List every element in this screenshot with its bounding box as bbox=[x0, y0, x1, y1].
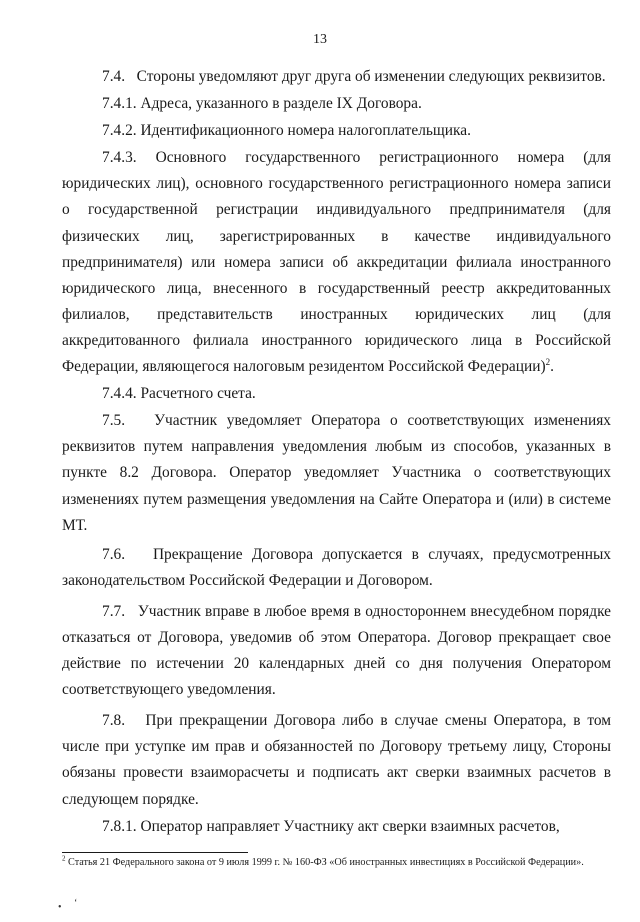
footnote-text: Статья 21 Федерального закона от 9 июля 1999 г. № 160-ФЗ «Об иностранных инвестициях в Российской Федерации». bbox=[65, 857, 584, 868]
paragraph-7-4: 7.4. Стороны уведомляют друг друга об изменении следующих реквизитов. bbox=[102, 68, 606, 85]
document-body bbox=[62, 64, 611, 840]
paragraph-7-7: 7.7. Участник вправе в любое время в одностороннем внесудебном порядке отказаться от Договора, уведомив об этом Оператора. Договор прекращает свое действие по истечении 20 календарных дней со дня получения Оператором соответствующего уведомления. bbox=[62, 602, 611, 699]
paragraph-7-4-1: 7.4.1. Адреса, указанного в разделе IX Договора. bbox=[102, 95, 422, 113]
paragraph-7-8: 7.8. При прекращении Договора либо в случае смены Оператора, в том числе при уступке им прав и обязанностей по Договору третьему лицу, Стороны обязаны провести взаиморасчеты и подписать акт сверки взаимных расчетов в следующем порядке. bbox=[62, 712, 611, 808]
scan-artifact: • bbox=[58, 902, 62, 913]
paragraph-7-8-1: 7.8.1. Оператор направляет Участнику акт сверки взаимных расчетов, bbox=[102, 817, 560, 835]
footnote-reference: 2 bbox=[545, 356, 551, 367]
paragraph-7-5: 7.5. Участник уведомляет Оператора о соответствующих изменениях реквизитов путем направления уведомления любым из способов, указанных в пункте 8.2 Договора. Оператор уведомляет Участника о соответствующих изменениях путем размещения уведомления на Сайте Оператора и (или) в системе МТ. bbox=[62, 412, 611, 534]
footnote bbox=[62, 856, 622, 869]
footnote-separator bbox=[62, 852, 248, 853]
paragraph-7-4-2: 7.4.2. Идентификационного номера налогоплательщика. bbox=[102, 122, 471, 140]
page-number: 13 bbox=[313, 32, 327, 47]
paragraph-7-4-3-text: 7.4.3. Основного государственного регистрационного номера (для юридических лиц), основного государственного регистрационного номера записи о государственной регистрации индивидуального предпринимателя (для физических лиц, зарегистрированных в качестве индивидуального предпринимателя) или номера записи об аккредитации филиала иностранного юридического лица, внесенного в государственный реестр аккредитованных филиалов, представительств иностранных юридических лиц (для аккредитованного филиала иностранного юридического лица в Российской Федерации, являющегося налоговым резидентом Российской Федерации) bbox=[62, 149, 611, 376]
paragraph-7-6: 7.6. Прекращение Договора допускается в случаях, предусмотренных законодательством Российской Федерации и Договором. bbox=[62, 545, 611, 589]
paragraph-7-4-4: 7.4.4. Расчетного счета. bbox=[102, 385, 256, 403]
paragraph-7-4-3-end: . bbox=[550, 358, 554, 376]
paragraph-7-4-3 bbox=[62, 145, 611, 380]
footnote-marker: 2 bbox=[62, 854, 66, 863]
scan-artifact: ‘ bbox=[74, 898, 78, 909]
